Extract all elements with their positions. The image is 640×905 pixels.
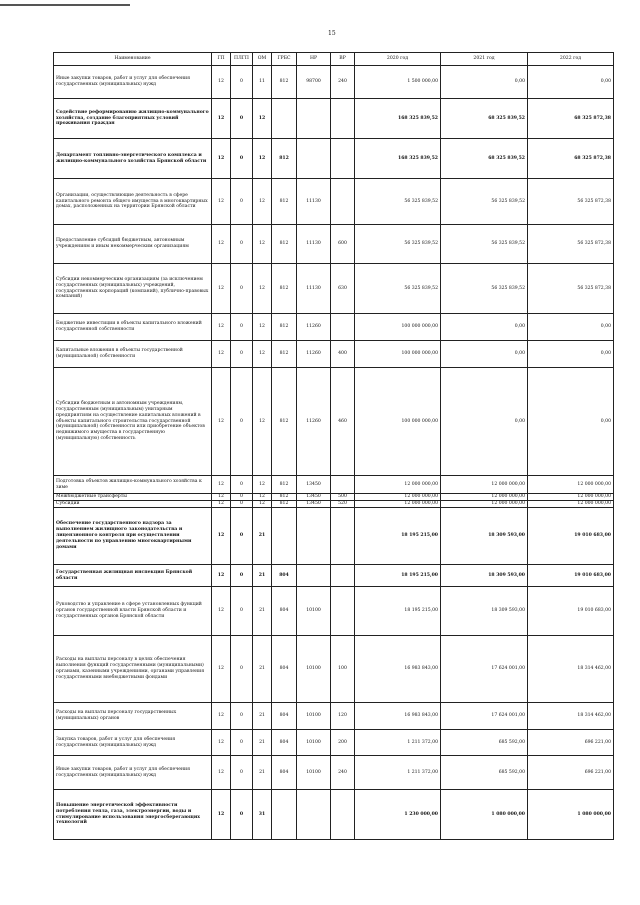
cell-name: Повышение энергетической эффективности потребления тепла, газа, электроэнергии, воды и стимулирование использования энергосберегающих технологий (54, 790, 212, 840)
cell-grbs: 804 (272, 756, 297, 790)
cell-name: Межбюджетные трансферты (54, 494, 212, 501)
cell-nr: 11130 (297, 264, 331, 314)
cell-2022: 0,00 (528, 314, 614, 341)
cell-plgp: 0 (231, 314, 253, 341)
cell-om: 12 (253, 341, 272, 368)
cell-nr: 11260 (297, 341, 331, 368)
table-row (54, 508, 614, 565)
cell-2022: 56 325 872,38 (528, 179, 614, 225)
cell-name: Субсидии бюджетным и автономным учреждениям, государственным (муниципальным) унитарным предприятиям на осуществление капитальных вложений в объекты капитального строительства государственной (муниципальной) собственности или приобретение объектов недвижимого имущества в государственную (муниципальную) собственность (54, 368, 212, 476)
cell-om: 12 (253, 225, 272, 264)
cell-2020: 12 000 000,00 (355, 476, 441, 494)
cell-grbs: 804 (272, 636, 297, 703)
cell-name: Обеспечение государственного надзора за выполнением жилищного законодательства и лицензионного контроля при осуществлении деятельности по управлению многоквартирными домами (54, 508, 212, 565)
cell-2021: 12 000 000,00 (441, 494, 528, 501)
cell-om: 12 (253, 476, 272, 494)
cell-gp: 12 (212, 730, 231, 756)
cell-om: 12 (253, 314, 272, 341)
cell-vr (331, 587, 355, 636)
cell-2021: 56 325 839,52 (441, 264, 528, 314)
cell-om: 21 (253, 636, 272, 703)
cell-nr (297, 508, 331, 565)
cell-gp: 12 (212, 756, 231, 790)
cell-gp: 12 (212, 139, 231, 179)
table-row (54, 730, 614, 756)
cell-gp: 12 (212, 66, 231, 99)
cell-gp: 12 (212, 565, 231, 587)
header-2020: 2020 год (355, 53, 441, 66)
cell-plgp: 0 (231, 508, 253, 565)
cell-2021: 0,00 (441, 368, 528, 476)
cell-om: 12 (253, 368, 272, 476)
cell-2021: 0,00 (441, 314, 528, 341)
cell-2022: 12 000 000,00 (528, 494, 614, 501)
cell-2022: 0,00 (528, 341, 614, 368)
cell-2020: 56 325 839,52 (355, 264, 441, 314)
cell-2020: 100 000 000,00 (355, 314, 441, 341)
table-row (54, 501, 614, 508)
cell-vr: 200 (331, 730, 355, 756)
cell-nr: 11260 (297, 368, 331, 476)
cell-grbs: 812 (272, 264, 297, 314)
header-vr: ВР (331, 53, 355, 66)
table-body (54, 66, 614, 840)
cell-plgp: 0 (231, 790, 253, 840)
cell-name: Бюджетные инвестиции в объекты капитального вложений государственной собственности (54, 314, 212, 341)
cell-nr (297, 565, 331, 587)
cell-2020: 12 000 000,00 (355, 501, 441, 508)
table-row (54, 66, 614, 99)
cell-om: 12 (253, 264, 272, 314)
table-row (54, 179, 614, 225)
cell-2021: 685 592,00 (441, 756, 528, 790)
cell-2020: 1 211 372,00 (355, 730, 441, 756)
cell-2021: 17 624 001,00 (441, 703, 528, 730)
cell-nr: 10100 (297, 636, 331, 703)
cell-name: Субсидии некоммерческим организациям (за исключением государственных (муниципальных) учреждений, государственных корпораций (компаний), публично-правовых компаний) (54, 264, 212, 314)
cell-2022: 0,00 (528, 368, 614, 476)
cell-plgp: 0 (231, 501, 253, 508)
cell-gp: 12 (212, 587, 231, 636)
table-row (54, 264, 614, 314)
cell-gp: 12 (212, 99, 231, 139)
cell-2022: 696 221,00 (528, 730, 614, 756)
cell-grbs: 804 (272, 703, 297, 730)
cell-gp: 12 (212, 703, 231, 730)
cell-2021: 18 309 593,00 (441, 587, 528, 636)
cell-name: Департамент топливно-энергетического комплекса и жилищно-коммунального хозяйства Брянской области (54, 139, 212, 179)
cell-grbs: 812 (272, 314, 297, 341)
cell-name: Государственная жилищная инспекция Брянской области (54, 565, 212, 587)
cell-2021: 12 000 000,00 (441, 501, 528, 508)
cell-gp: 12 (212, 264, 231, 314)
cell-gp: 12 (212, 636, 231, 703)
cell-2021: 12 000 000,00 (441, 476, 528, 494)
table-row (54, 756, 614, 790)
cell-2020: 18 195 215,00 (355, 508, 441, 565)
table-row (54, 225, 614, 264)
cell-gp: 12 (212, 225, 231, 264)
cell-2022: 18 314 462,00 (528, 703, 614, 730)
cell-vr (331, 139, 355, 179)
cell-2022: 18 314 462,00 (528, 636, 614, 703)
cell-2022: 56 325 872,38 (528, 225, 614, 264)
cell-grbs: 812 (272, 179, 297, 225)
cell-gp: 12 (212, 790, 231, 840)
cell-2021: 68 325 839,52 (441, 139, 528, 179)
table-row (54, 341, 614, 368)
cell-om: 21 (253, 565, 272, 587)
cell-2022: 12 000 000,00 (528, 476, 614, 494)
cell-2022: 56 325 872,38 (528, 264, 614, 314)
cell-grbs (272, 790, 297, 840)
cell-nr: 11130 (297, 179, 331, 225)
table-row (54, 587, 614, 636)
header-grbs: ГРБС (272, 53, 297, 66)
cell-2021: 0,00 (441, 341, 528, 368)
cell-2022: 68 325 872,38 (528, 139, 614, 179)
cell-om: 21 (253, 703, 272, 730)
cell-2022: 1 080 000,00 (528, 790, 614, 840)
cell-nr: 13450 (297, 476, 331, 494)
cell-2022: 19 010 683,00 (528, 508, 614, 565)
cell-nr: 10100 (297, 703, 331, 730)
cell-name: Предоставление субсидий бюджетным, автономным учреждениям и иным некоммерческим организациям (54, 225, 212, 264)
cell-nr: 13450 (297, 501, 331, 508)
cell-plgp: 0 (231, 368, 253, 476)
cell-2021: 0,00 (441, 66, 528, 99)
cell-vr: 240 (331, 756, 355, 790)
cell-om: 11 (253, 66, 272, 99)
cell-plgp: 0 (231, 756, 253, 790)
cell-2020: 100 000 000,00 (355, 341, 441, 368)
cell-2020: 12 000 000,00 (355, 494, 441, 501)
table-row (54, 565, 614, 587)
cell-gp: 12 (212, 179, 231, 225)
cell-plgp: 0 (231, 264, 253, 314)
cell-nr: 10100 (297, 730, 331, 756)
cell-name: Организации, осуществляющие деятельность в сфере капитального ремонта общего имущества в многоквартирных домах, расположенных на территории Брянской области (54, 179, 212, 225)
cell-grbs: 812 (272, 368, 297, 476)
cell-grbs: 812 (272, 501, 297, 508)
cell-nr: 11130 (297, 225, 331, 264)
cell-2020: 18 195 215,00 (355, 587, 441, 636)
cell-plgp: 0 (231, 99, 253, 139)
cell-gp: 12 (212, 508, 231, 565)
cell-plgp: 0 (231, 703, 253, 730)
cell-vr: 400 (331, 341, 355, 368)
cell-name: Содействие реформированию жилищно-коммунального хозяйства, создание благоприятных условий проживания граждан (54, 99, 212, 139)
cell-vr: 500 (331, 494, 355, 501)
cell-vr (331, 508, 355, 565)
cell-2021: 68 325 839,52 (441, 99, 528, 139)
table-row (54, 790, 614, 840)
cell-nr: 10100 (297, 587, 331, 636)
cell-plgp: 0 (231, 179, 253, 225)
cell-name: Иные закупки товаров, работ и услуг для обеспечения государственных (муниципальных) нужд (54, 66, 212, 99)
cell-plgp: 0 (231, 565, 253, 587)
cell-2020: 100 000 000,00 (355, 368, 441, 476)
cell-vr (331, 476, 355, 494)
cell-2020: 16 983 843,00 (355, 636, 441, 703)
page-number: 15 (328, 30, 336, 37)
table-row (54, 314, 614, 341)
cell-2022: 0,00 (528, 66, 614, 99)
cell-plgp: 0 (231, 66, 253, 99)
cell-vr: 120 (331, 703, 355, 730)
table-row (54, 476, 614, 494)
cell-vr (331, 99, 355, 139)
cell-name: Подготовка объектов жилищно-коммунального хозяйства к зиме (54, 476, 212, 494)
header-2021: 2021 год (441, 53, 528, 66)
cell-nr: 10100 (297, 756, 331, 790)
cell-nr: 98700 (297, 66, 331, 99)
cell-2022: 68 325 872,38 (528, 99, 614, 139)
cell-nr: 13450 (297, 494, 331, 501)
cell-om: 12 (253, 494, 272, 501)
cell-gp: 12 (212, 341, 231, 368)
cell-plgp: 0 (231, 139, 253, 179)
header-gp: ГП (212, 53, 231, 66)
cell-om: 21 (253, 756, 272, 790)
cell-name: Руководство и управление в сфере установленных функций органов государственной власти Брянской области и государственных органов Брянской области (54, 587, 212, 636)
header-nr: НР (297, 53, 331, 66)
cell-2020: 1 211 372,00 (355, 756, 441, 790)
top-rule (0, 4, 130, 6)
cell-2021: 1 080 000,00 (441, 790, 528, 840)
header-om: ОМ (253, 53, 272, 66)
cell-2022: 12 000 000,00 (528, 501, 614, 508)
cell-name: Закупка товаров, работ и услуг для обеспечения государственных (муниципальных) нужд (54, 730, 212, 756)
cell-2021: 18 309 593,00 (441, 508, 528, 565)
cell-plgp: 0 (231, 730, 253, 756)
cell-2021: 17 624 001,00 (441, 636, 528, 703)
cell-nr (297, 99, 331, 139)
cell-2022: 19 010 683,00 (528, 565, 614, 587)
header-plgp: ПЛГП (231, 53, 253, 66)
cell-vr (331, 790, 355, 840)
cell-2020: 16 983 843,00 (355, 703, 441, 730)
cell-grbs: 804 (272, 565, 297, 587)
cell-gp: 12 (212, 368, 231, 476)
cell-om: 21 (253, 730, 272, 756)
cell-name: Капитальные вложения в объекты государственной (муниципальной) собственности (54, 341, 212, 368)
cell-grbs: 812 (272, 225, 297, 264)
cell-vr: 460 (331, 368, 355, 476)
cell-plgp: 0 (231, 476, 253, 494)
cell-plgp: 0 (231, 341, 253, 368)
cell-om: 31 (253, 790, 272, 840)
cell-2020: 168 325 839,52 (355, 139, 441, 179)
cell-vr (331, 565, 355, 587)
cell-vr (331, 179, 355, 225)
table-row (54, 139, 614, 179)
cell-grbs (272, 508, 297, 565)
cell-gp: 12 (212, 494, 231, 501)
cell-2020: 56 325 839,52 (355, 179, 441, 225)
table-row (54, 368, 614, 476)
cell-2022: 696 221,00 (528, 756, 614, 790)
cell-grbs: 812 (272, 139, 297, 179)
cell-vr: 520 (331, 501, 355, 508)
table-row (54, 703, 614, 730)
table-row (54, 636, 614, 703)
table-header-row (54, 53, 614, 66)
cell-om: 12 (253, 501, 272, 508)
cell-name: Субсидии (54, 501, 212, 508)
cell-name: Расходы на выплаты персоналу государственных (муниципальных) органов (54, 703, 212, 730)
header-name: Наименование (54, 53, 212, 66)
cell-2020: 56 325 839,52 (355, 225, 441, 264)
cell-grbs: 812 (272, 494, 297, 501)
cell-2021: 56 325 839,52 (441, 225, 528, 264)
cell-vr: 600 (331, 225, 355, 264)
cell-gp: 12 (212, 476, 231, 494)
cell-grbs: 812 (272, 66, 297, 99)
cell-2021: 56 325 839,52 (441, 179, 528, 225)
cell-2020: 18 195 215,00 (355, 565, 441, 587)
cell-om: 12 (253, 179, 272, 225)
cell-grbs: 804 (272, 730, 297, 756)
cell-plgp: 0 (231, 636, 253, 703)
cell-name: Иные закупки товаров, работ и услуг для обеспечения государственных (муниципальных) нужд (54, 756, 212, 790)
cell-plgp: 0 (231, 587, 253, 636)
cell-om: 12 (253, 99, 272, 139)
cell-gp: 12 (212, 501, 231, 508)
cell-2021: 18 309 593,00 (441, 565, 528, 587)
cell-nr (297, 139, 331, 179)
cell-2022: 19 010 683,00 (528, 587, 614, 636)
cell-grbs: 812 (272, 476, 297, 494)
cell-vr: 240 (331, 66, 355, 99)
cell-om: 12 (253, 139, 272, 179)
cell-2020: 1 500 000,00 (355, 66, 441, 99)
cell-gp: 12 (212, 314, 231, 341)
cell-2020: 168 325 839,52 (355, 99, 441, 139)
cell-vr: 100 (331, 636, 355, 703)
cell-name: Расходы на выплаты персоналу в целях обеспечения выполнения функций государственными (муниципальными) органами, казенными учреждениями, органами управления государственными внебюджетными фондами (54, 636, 212, 703)
cell-om: 21 (253, 587, 272, 636)
cell-nr: 11260 (297, 314, 331, 341)
cell-vr: 630 (331, 264, 355, 314)
cell-grbs (272, 99, 297, 139)
cell-om: 21 (253, 508, 272, 565)
cell-plgp: 0 (231, 494, 253, 501)
cell-plgp: 0 (231, 225, 253, 264)
cell-2020: 1 230 000,00 (355, 790, 441, 840)
cell-2021: 685 592,00 (441, 730, 528, 756)
budget-table (53, 52, 614, 840)
cell-vr (331, 314, 355, 341)
cell-grbs: 812 (272, 341, 297, 368)
table-row (54, 99, 614, 139)
table-row (54, 494, 614, 501)
cell-nr (297, 790, 331, 840)
header-2022: 2022 год (528, 53, 614, 66)
cell-grbs: 804 (272, 587, 297, 636)
